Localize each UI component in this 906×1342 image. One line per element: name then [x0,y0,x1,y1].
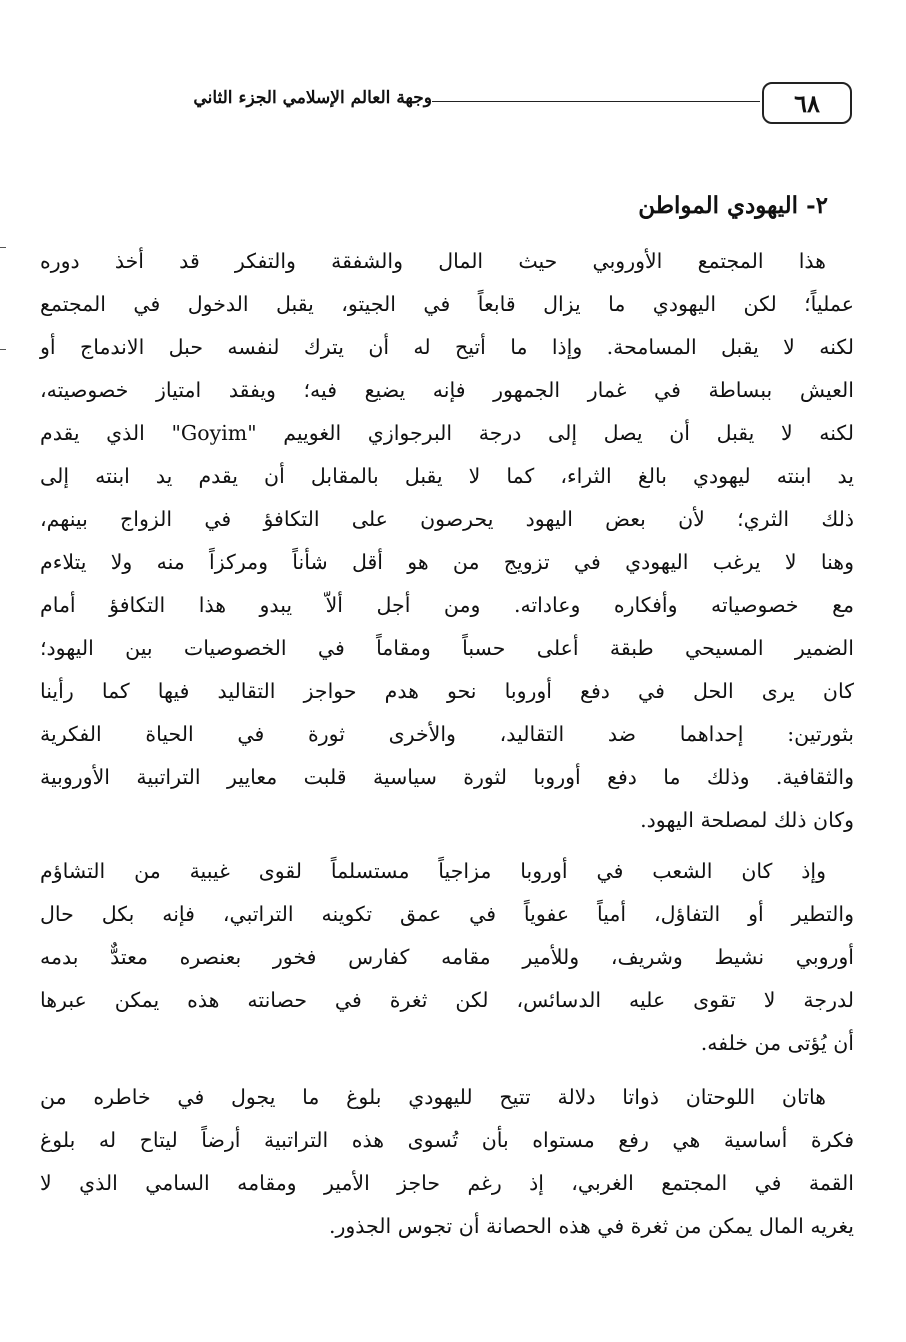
text-line: هذا المجتمع الأوروبي حيث المال والشفقة والتفكر قد أخذ دوره [40,249,826,273]
text-line: لكنه لا يقبل أن يصل إلى درجة البرجوازي الغوييم "Goyim" الذي يقدم [40,421,854,445]
page-number: ٦٨ [762,82,852,124]
text-line: مع خصوصياته وأفكاره وعاداته. ومن أجل ألاّ يبدو هذا التكافؤ أمام [40,593,854,617]
text-line: فكرة أساسية هي رفع مستواه بأن تُسوى هذه التراتبية أرضاً ليتاح له بلوغ [40,1128,854,1152]
text-line: بثورتين: إحداهما ضد التقاليد، والأخرى ثورة في الحياة الفكرية [40,722,854,746]
text-line: القمة في المجتمع الغربي، إذ رغم حاجز الأمير ومقامه السامي الذي لا [40,1171,854,1195]
text-line: وكان ذلك لمصلحة اليهود. [640,808,854,832]
text-line: أن يُؤتى من خلفه. [700,1031,854,1055]
text-line: والثقافية. وذلك ما دفع أوروبا لثورة سياسية قلبت معايير التراتبية الأوروبية [40,765,854,789]
paragraph-2 [40,850,854,1065]
section-title: ٢- اليهودي المواطن [638,192,828,219]
scan-margin-mark [0,349,6,350]
text-line: كان يرى الحل في دفع أوروبا نحو هدم حواجز التقاليد فيها كما رأينا [40,679,854,703]
text-line: هاتان اللوحتان ذواتا دلالة تتيح لليهودي بلوغ ما يجول في خاطره من [40,1085,826,1109]
text-line: يغريه المال يمكن من ثغرة في هذه الحصانة أن تجوس الجذور. [328,1214,854,1238]
text-line: يد ابنته ليهودي بالغ الثراء، كما لا يقبل بالمقابل أن يقدم يد ابنته إلى [40,464,854,488]
text-line: والتطير أو التفاؤل، أمياً عفوياً في عمق تكوينه التراتبي، فإنه بكل حال [40,902,854,926]
paragraph-1 [40,240,854,842]
running-title: وجهة العالم الإسلامي الجزء الثاني [193,88,432,108]
text-line: وهنا لا يرغب اليهودي في تزويج من هو أقل شأناً ومركزاً منه ولا يتلاءم [40,550,854,574]
scan-margin-mark [0,247,6,248]
text-line: لكنه لا يقبل المسامحة. وإذا ما أتيح له أن يترك لنفسه حبل الاندماج أو [40,335,854,359]
text-line: عملياً؛ لكن اليهودي ما يزال قابعاً في الجيتو، يقبل الدخول في المجتمع [40,292,854,316]
text-line: أوروبي نشيط وشريف، وللأمير مقامه كفارس فخور بعنصره معتدٌّ بدمه [40,945,854,969]
header-rule [432,101,760,102]
text-line: وإذ كان الشعب في أوروبا مزاجياً مستسلماً لقوى غيبية من التشاؤم [40,859,826,883]
page-header [170,82,852,122]
text-line: ذلك الثري؛ لأن بعض اليهود يحرصون على التكافؤ في الزواج بينهم، [40,507,854,531]
text-line: العيش ببساطة في غمار الجمهور فإنه يضيع فيه؛ ويفقد امتياز خصوصيته، [40,378,854,402]
text-line: الضمير المسيحي طبقة أعلى حسباً ومقاماً في الخصوصيات بين اليهود؛ [40,636,854,660]
text-line: لدرجة لا تقوى عليه الدسائس، لكن ثغرة في حصانته هذه يمكن عبرها [40,988,854,1012]
paragraph-3 [40,1076,854,1248]
